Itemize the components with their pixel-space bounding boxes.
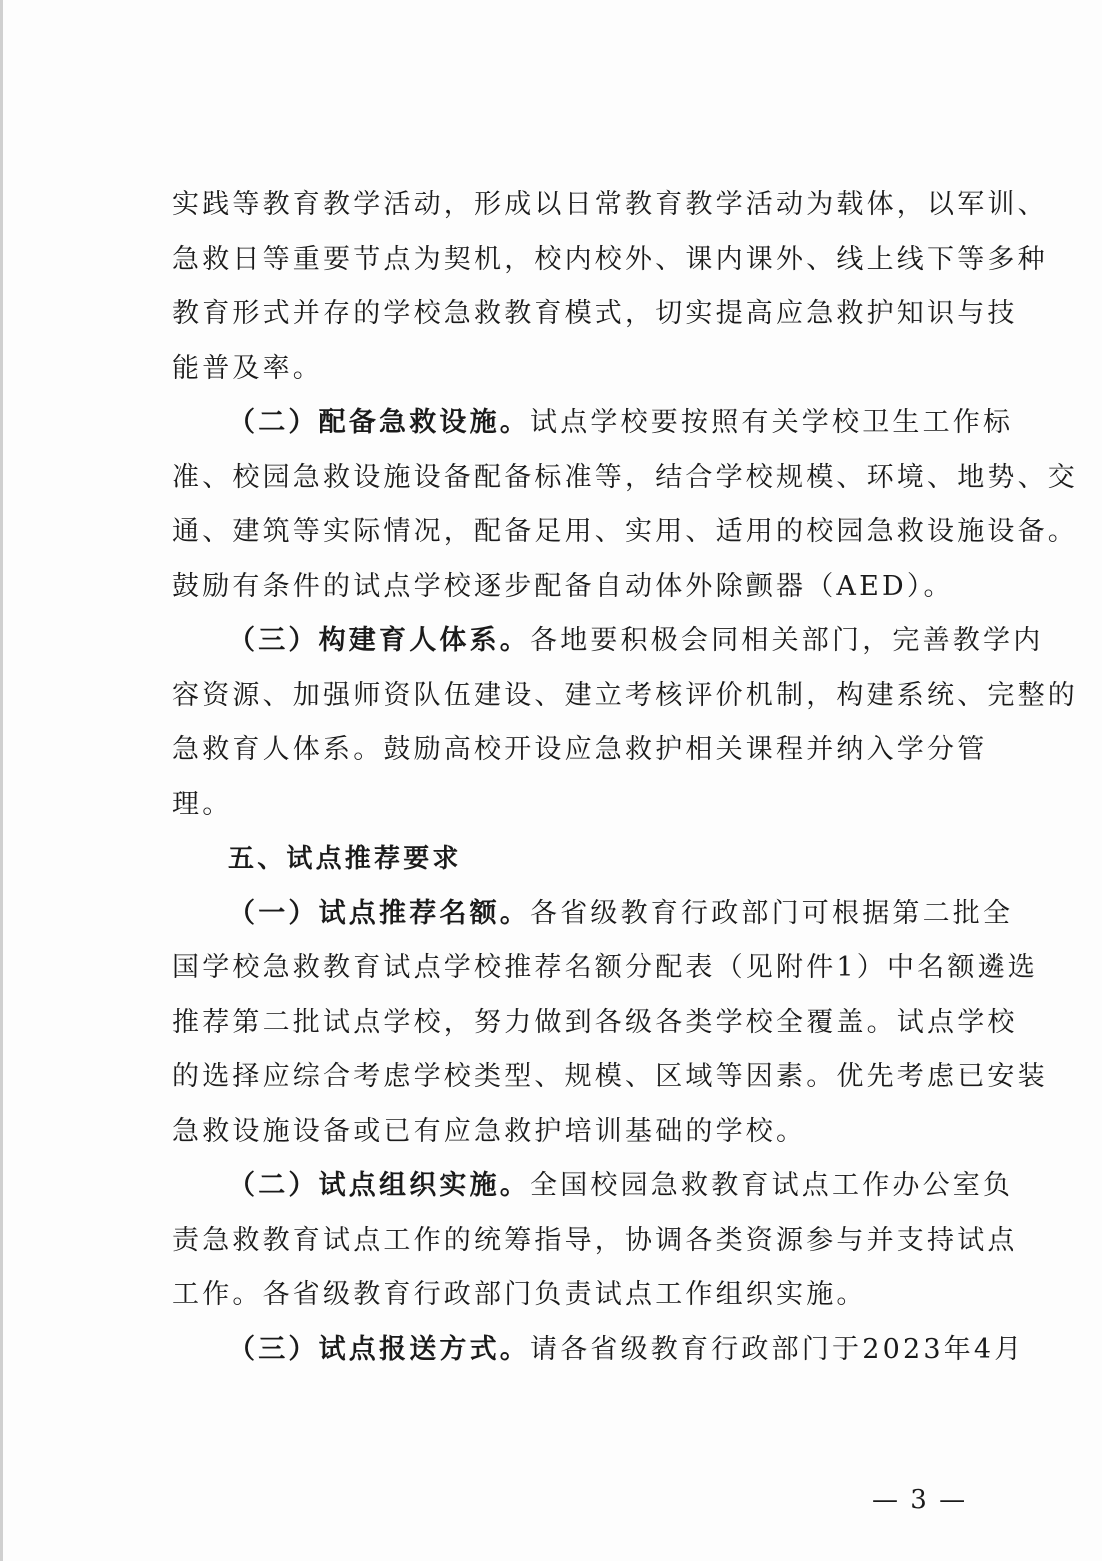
- paragraph-line: 实践等教育教学活动，形成以日常教育教学活动为载体，以军训、: [172, 189, 1048, 220]
- paragraph-line: 急救设施设备或已有应急救护培训基础的学校。: [172, 1115, 807, 1147]
- paragraph-first-line: [172, 887, 1014, 942]
- paragraph-text: 各地要积极会同相关部门，完善教学内: [530, 625, 1044, 656]
- paragraph-line: 急救育人体系。鼓励高校开设应急救护相关课程并纳入学分管: [172, 734, 988, 765]
- paragraph-line: 鼓励有条件的试点学校逐步配备自动体外除颤器（AED）。: [172, 570, 954, 602]
- paragraph-line: 国学校急救教育试点学校推荐名额分配表（见附件1）中名额遴选: [172, 952, 1038, 983]
- paragraph-line: 教育形式并存的学校急救教育模式，切实提高应急救护知识与技: [172, 298, 1018, 329]
- paragraph-first-line: [172, 1323, 1025, 1378]
- subsection-title: （三）试点报送方式。: [228, 1333, 530, 1365]
- subsection-title: （二）配备急救设施。: [228, 407, 530, 438]
- paragraph-line: 急救日等重要节点为契机，校内校外、课内课外、线上线下等多种: [172, 243, 1048, 275]
- paragraph-line: 容资源、加强师资队伍建设、建立考核评价机制，构建系统、完整的: [172, 679, 1078, 711]
- paragraph-first-line: [172, 1159, 1014, 1214]
- paragraph-text: 试点学校要按照有关学校卫生工作标: [530, 407, 1014, 438]
- paragraph-line: 工作。各省级教育行政部门负责试点工作组织实施。: [172, 1279, 867, 1310]
- subsection-title: （一）试点推荐名额。: [228, 897, 530, 929]
- paragraph-text: 请各省级教育行政部门于2023年4月: [530, 1333, 1025, 1365]
- paragraph-line: 理。: [172, 788, 233, 820]
- paragraph-first-line: [172, 396, 1014, 451]
- page-number: — 3 —: [872, 1485, 968, 1515]
- paragraph-line: 通、建筑等实际情况，配备足用、实用、适用的校园急救设施设备。: [172, 516, 1078, 547]
- subsection-title: （三）构建育人体系。: [228, 625, 530, 656]
- paragraph-line: 的选择应综合考虑学校类型、规模、区域等因素。优先考虑已安装: [172, 1061, 1048, 1092]
- paragraph-text: 全国校园急救教育试点工作办公室负: [530, 1170, 1014, 1201]
- paragraph-text: 各省级教育行政部门可根据第二批全: [530, 897, 1014, 929]
- paragraph-line: 能普及率。: [172, 352, 323, 384]
- scan-edge: [0, 0, 3, 1561]
- body-text: [172, 178, 1078, 1377]
- subsection-title: （二）试点组织实施。: [228, 1170, 530, 1201]
- paragraph-first-line: [172, 614, 1044, 669]
- section-heading: 五、试点推荐要求: [228, 844, 462, 874]
- paragraph-line: 准、校园急救设施设备配备标准等，结合学校规模、环境、地势、交: [172, 461, 1078, 493]
- paragraph-line: 推荐第二批试点学校，努力做到各级各类学校全覆盖。试点学校: [172, 1006, 1018, 1038]
- paragraph-line: 责急救教育试点工作的统筹指导，协调各类资源参与并支持试点: [172, 1224, 1018, 1256]
